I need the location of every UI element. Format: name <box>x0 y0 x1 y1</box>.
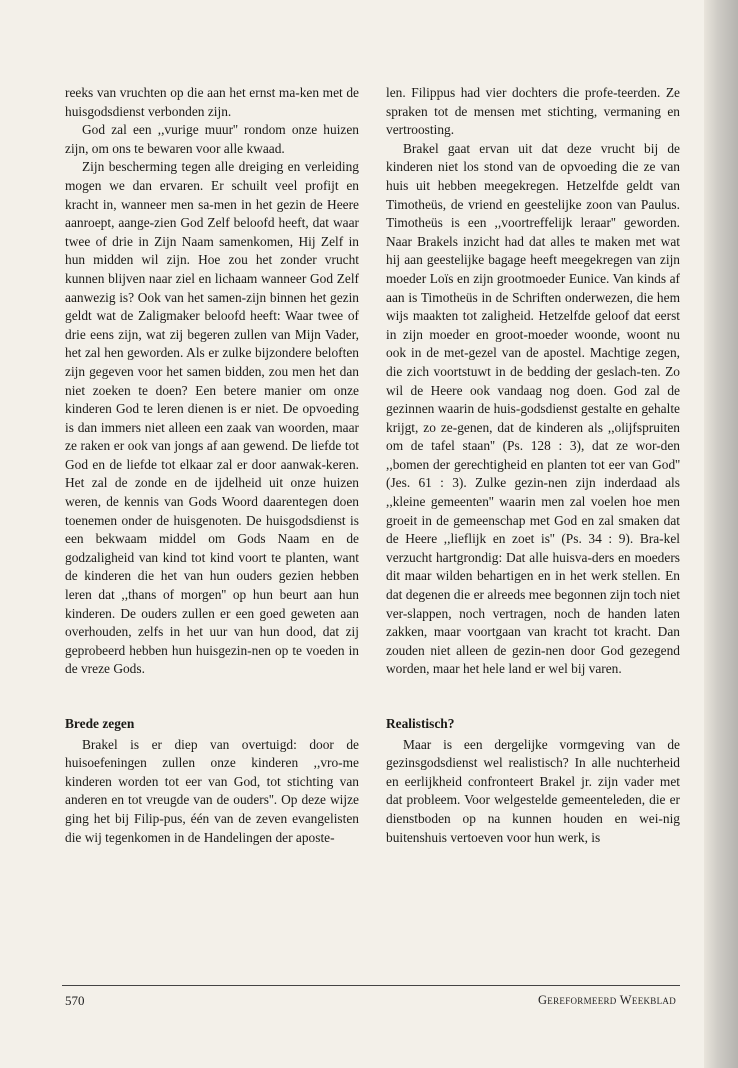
paragraph: Maar is een dergelijke vormgeving van de gezinsgodsdienst wel realistisch? In alle nuchterheid en eerlijkheid confronteert Brakel jr. zijn vader met dat probleem. Voor welgestelde gemeenteleden, die er dienstboden op na kunnen houden en wei-nig buitenshuis vertoeven voor hun werk, is <box>386 736 680 845</box>
paragraph: Zijn bescherming tegen alle dreiging en verleiding mogen we dan ervaren. Er schuilt veel profijt en kracht in, wanneer men sa-men in het gezin de Heere aanroept, aange-zien God Zelf beloofd heeft, dat waar twee of drie in Zijn Naam samenkomen, Hij Zelf in hun midden wil zijn. Hoe zou het zonder vrucht kunnen blijven naar ziel en lichaam wanneer God Zelf aanwezig is? Ook van het samen-zijn binnen het gezin geldt wat de Zaligmaker beloofd heeft: Waar twee of drie eens zijn, wat zij begeren zullen van Mijn Vader, het zal hen geworden. Als er zulke bijzondere beloften zijn gegeven voor het samen bidden, zou men het dan niet zoeken te doen? Een betere manier om onze kinderen God te leren dienen is er niet. De opvoeding is dan immers niet alleen een zaak van woorden, maar ze raken er ook van jongs af aan gewend. De liefde tot God en de liefde tot elkaar zal er door aanwak-keren. Het zal de zonde en de ijdelheid uit onze huizen weren, de kennis van Gods Woord daarentegen doen toenemen onder de huisgenoten. De huisgodsdienst is een bekwaam middel om Gods Naam en de godzaligheid van kind tot kind voort te planten, want de kinderen die het van hun ouders gezien hebben leren dat ,,thans of morgen'' op hun beurt aan hun kinderen. De ouders zullen er een goed geweten aan overhouden, zelfs in het uur van hun dood, dat zij geprobeerd hebben hun huisgezin-nen op te voeden in de vreze Gods. <box>65 159 359 677</box>
paragraph: God zal een ,,vurige muur'' rondom onze huizen zijn, om ons te bewaren voor alle kwaad. <box>65 122 359 156</box>
left-column <box>65 84 359 847</box>
section-gap <box>65 679 359 715</box>
paragraph: Brakel gaat ervan uit dat deze vrucht bij de kinderen niet los stond van de opvoeding die ze van huis uit hebben meegekregen. Hetzelfde geldt van Timotheüs, de vriend en geestelijke zoon van Paulus. Timotheüs is een ,,voortreffelijk leraar'' geworden. Naar Brakels inzicht had dat alles te maken met wat hij aan geestelijke bagage heeft meegekregen van zijn moeder Loïs en zijn grootmoeder Eunice. Van kinds af aan is Timotheüs in de Schriften onderwezen, die hem wijs maakten tot zaligheid. Hetzelfde geloof dat eerst in zijn moeder en groot-moeder woonde, woont nu ook in de met-gezel van de apostel. Machtige zegen, die zich voortstuwt in de bedding der geslach-ten. Zo wil de Heere ook vandaag nog doen. God zal de gezinnen waarin de huis-godsdienst gestalte en gehalte krijgt, zo ze-genen, dat de kinderen als ,,olijfspruiten om de tafel staan'' (Ps. 128 : 3), dat ze wor-den ,,bomen der gerechtigheid en planten tot eer van God'' (Jes. 61 : 3). Zulke gezin-nen zijn inderdaad als ,,kleine gemeenten'' waarin men zal voelen hoe men groeit in de gemeenschap met God en zal smaken dat de Heere ,,lieflijk en zoet is'' (Ps. 34 : 9). Bra-kel verzucht hartgrondig: Dat alle huisva-ders en moeders dit maar wilden behartigen en in het werk stellen. En dat degenen die er alreeds mee begonnen zijn toch niet ver-slappen, noch vertragen, noch de handen laten zakken, maar voortgaan van kracht tot kracht. Dan zouden niet alleen de gezin-nen door God gezegend worden, maar het hele land er wel bij varen. <box>386 140 680 677</box>
page-number: 570 <box>65 993 85 1008</box>
book-gutter <box>704 0 738 1068</box>
right-column <box>386 84 680 847</box>
paragraph: Brakel is er diep van overtuigd: door de huisoefeningen zullen onze kinderen ,,vro-me kinderen worden tot eer van God, tot stichting van anderen en tot vreugde van de ouders''. Op deze wijze ging het bij Filip-pus, één van de zeven evangelisten die wij tegenkomen in de Handelingen der aposte- <box>65 736 359 845</box>
section-heading: Brede zegen <box>65 716 135 731</box>
section-heading: Realistisch? <box>386 716 455 731</box>
footer-rule <box>62 985 680 986</box>
paragraph: len. Filippus had vier dochters die profe-teerden. Ze spraken tot de mensen met stichting, vermaning en vertroosting. <box>386 85 680 138</box>
journal-name: Gereformeerd Weekblad <box>537 993 676 1007</box>
paragraph: reeks van vruchten op die aan het ernst ma-ken met de huisgodsdienst verbonden zijn. <box>65 85 359 119</box>
section-gap <box>386 679 680 715</box>
